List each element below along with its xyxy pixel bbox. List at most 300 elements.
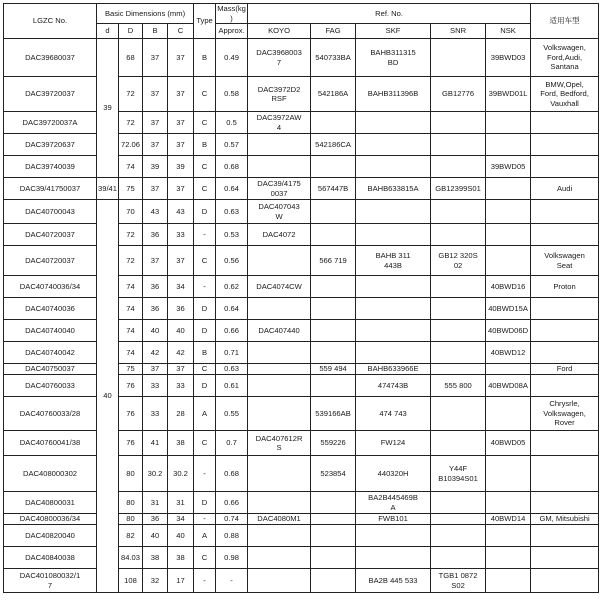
model-cell: DAC40740040 [4,320,97,342]
nsk-cell: 40BWD08A [486,375,531,397]
table-row [4,112,599,134]
nsk-cell [486,569,531,593]
fag-cell [311,200,356,224]
model-cell: DAC40720037 [4,246,97,276]
header-snr: SNR [431,24,486,39]
skf-cell [356,156,431,178]
table-row [4,375,599,397]
type-cell: D [194,320,216,342]
fag-cell: 523854 [311,456,356,492]
fag-cell: 540733BA [311,39,356,77]
d-cell: 108 [119,569,143,593]
nsk-cell [486,246,531,276]
model-cell: DAC40760033/28 [4,397,97,431]
fag-cell [311,492,356,514]
table-row [4,342,599,364]
mass-cell: 0.64 [216,178,248,200]
table-row [4,178,599,200]
koyo-cell [248,156,311,178]
c-cell: 37 [168,364,194,375]
koyo-cell [248,456,311,492]
nsk-cell [486,456,531,492]
app-cell [531,298,599,320]
koyo-cell [248,134,311,156]
mass-cell: 0.68 [216,156,248,178]
model-cell: DAC40700043 [4,200,97,224]
b-cell: 37 [143,112,168,134]
fag-cell: 566 719 [311,246,356,276]
d-cell: 84.03 [119,547,143,569]
c-cell: 33 [168,224,194,246]
skf-cell [356,298,431,320]
mass-cell: 0.63 [216,364,248,375]
fag-cell [311,342,356,364]
b-cell: 36 [143,224,168,246]
skf-cell [356,547,431,569]
mass-cell: 0.55 [216,397,248,431]
model-cell: DAC39720037 [4,77,97,112]
koyo-cell [248,364,311,375]
type-cell: D [194,298,216,320]
b-cell: 40 [143,525,168,547]
d-cell: 72 [119,77,143,112]
skf-cell [356,342,431,364]
c-cell: 30.2 [168,456,194,492]
table-row [4,456,599,492]
mass-cell: 0.57 [216,134,248,156]
fag-cell [311,320,356,342]
snr-cell [431,276,486,298]
model-cell: DAC39720037A [4,112,97,134]
nsk-cell: 39BWD01L [486,77,531,112]
table-row [4,525,599,547]
mass-cell: 0.68 [216,456,248,492]
type-cell: - [194,224,216,246]
table-row [4,298,599,320]
b-cell: 36 [143,298,168,320]
skf-cell: FWB101 [356,514,431,525]
b-cell: 42 [143,342,168,364]
mass-cell: 0.56 [216,246,248,276]
nsk-cell [486,397,531,431]
type-cell: C [194,156,216,178]
app-cell [531,134,599,156]
c-cell: 17 [168,569,194,593]
app-cell [531,320,599,342]
model-cell: DAC40740036/34 [4,276,97,298]
b-cell: 39 [143,156,168,178]
header-skf: SKF [356,24,431,39]
fag-cell [311,156,356,178]
header-d: d [97,24,119,39]
nsk-cell: 40BWD05 [486,431,531,456]
type-cell: - [194,276,216,298]
c-cell: 39 [168,156,194,178]
nsk-cell [486,525,531,547]
koyo-cell: DAC407612R S [248,431,311,456]
app-cell [531,342,599,364]
skf-cell: BA2B445469B A [356,492,431,514]
nsk-cell [486,492,531,514]
c-cell: 37 [168,178,194,200]
mass-cell: 0.88 [216,525,248,547]
type-cell: C [194,178,216,200]
mass-cell: 0.71 [216,342,248,364]
d-cell: 74 [119,156,143,178]
table-row [4,200,599,224]
bearing-spec-table [3,3,599,593]
skf-cell [356,320,431,342]
mass-cell: 0.64 [216,298,248,320]
mass-cell: 0.62 [216,276,248,298]
koyo-cell [248,375,311,397]
nsk-cell: 40BWD14 [486,514,531,525]
nsk-cell: 40BWD16 [486,276,531,298]
koyo-cell: DAC3972AW 4 [248,112,311,134]
header-application: 适用车型 [531,4,599,39]
mass-cell: 0.98 [216,547,248,569]
model-cell: DAC40760033 [4,375,97,397]
nsk-cell: 40BWD12 [486,342,531,364]
c-cell: 28 [168,397,194,431]
app-cell: Volkswagen, Ford,Audi, Santana [531,39,599,77]
fag-cell [311,298,356,320]
fag-cell: 559226 [311,431,356,456]
mass-cell: 0.63 [216,200,248,224]
app-cell [531,112,599,134]
type-cell: C [194,246,216,276]
fag-cell [311,525,356,547]
skf-cell: BAHB 311 443B [356,246,431,276]
type-cell: - [194,456,216,492]
model-cell: DAC39720637 [4,134,97,156]
snr-cell: TGB1 0872 S02 [431,569,486,593]
d-cell: 80 [119,492,143,514]
c-cell: 37 [168,77,194,112]
koyo-cell [248,569,311,593]
app-cell [531,525,599,547]
nsk-cell: 39BWD03 [486,39,531,77]
skf-cell [356,134,431,156]
table-row [4,364,599,375]
koyo-cell [248,298,311,320]
model-cell: DAC40740042 [4,342,97,364]
header-fag: FAG [311,24,356,39]
table-row [4,77,599,112]
model-cell: DAC40840038 [4,547,97,569]
b-cell: 37 [143,134,168,156]
nsk-cell [486,547,531,569]
app-cell [531,569,599,593]
nsk-cell [486,224,531,246]
d-cell: 74 [119,276,143,298]
skf-cell: FW124 [356,431,431,456]
mass-cell: 0.66 [216,320,248,342]
table-row [4,276,599,298]
b-cell: 36 [143,514,168,525]
d-cell: 74 [119,320,143,342]
b-cell: 40 [143,320,168,342]
snr-cell [431,431,486,456]
type-cell: - [194,514,216,525]
skf-cell [356,224,431,246]
mass-cell: - [216,569,248,593]
nsk-cell [486,364,531,375]
table-row [4,156,599,178]
d-cell: 72 [119,112,143,134]
app-cell [531,456,599,492]
skf-cell [356,112,431,134]
type-cell: C [194,112,216,134]
b-cell: 37 [143,364,168,375]
koyo-cell [248,525,311,547]
bore-d-cell: 40 [97,200,119,593]
model-cell: DAC39/41750037 [4,178,97,200]
fag-cell: 559 494 [311,364,356,375]
c-cell: 37 [168,246,194,276]
type-cell: B [194,342,216,364]
b-cell: 37 [143,39,168,77]
b-cell: 32 [143,569,168,593]
app-cell [531,200,599,224]
c-cell: 40 [168,525,194,547]
table-row [4,569,599,593]
nsk-cell: 40BWD06D [486,320,531,342]
header-mass: Mass(kg) [217,4,246,23]
type-cell: D [194,375,216,397]
b-cell: 37 [143,77,168,112]
bore-d-cell: 39 [97,39,119,178]
koyo-cell [248,492,311,514]
table-row [4,39,599,77]
d-cell: 72 [119,246,143,276]
fag-cell: 567447B [311,178,356,200]
model-cell: DAC40820040 [4,525,97,547]
snr-cell [431,525,486,547]
c-cell: 34 [168,514,194,525]
app-cell: Volkswagen Seat [531,246,599,276]
koyo-cell [248,246,311,276]
koyo-cell: DAC407043 W [248,200,311,224]
nsk-cell: 39BWD05 [486,156,531,178]
model-cell: DAC40720037 [4,224,97,246]
skf-cell [356,276,431,298]
nsk-cell: 40BWD15A [486,298,531,320]
c-cell: 38 [168,431,194,456]
mass-cell: 0.5 [216,112,248,134]
fag-cell [311,224,356,246]
header-nsk: NSK [486,24,531,39]
app-cell: BMW,Opel, Ford, Bedford, Vauxhall [531,77,599,112]
table-row [4,547,599,569]
snr-cell: 555 800 [431,375,486,397]
model-cell: DAC40800031 [4,492,97,514]
model-cell: DAC408000302 [4,456,97,492]
header-ref-no: Ref. No. [248,4,531,24]
type-cell: C [194,77,216,112]
fag-cell [311,375,356,397]
table-row [4,246,599,276]
b-cell: 33 [143,397,168,431]
d-cell: 76 [119,431,143,456]
d-cell: 75 [119,364,143,375]
d-cell: 75 [119,178,143,200]
c-cell: 34 [168,276,194,298]
skf-cell [356,200,431,224]
koyo-cell: DAC4080M1 [248,514,311,525]
snr-cell [431,547,486,569]
type-cell: D [194,492,216,514]
table-row [4,224,599,246]
snr-cell [431,224,486,246]
d-cell: 74 [119,342,143,364]
snr-cell [431,39,486,77]
d-cell: 68 [119,39,143,77]
snr-cell: GB12 320S 02 [431,246,486,276]
header-koyo: KOYO [248,24,311,39]
c-cell: 36 [168,298,194,320]
mass-cell: 0.49 [216,39,248,77]
fag-cell [311,112,356,134]
table-row [4,397,599,431]
skf-cell: 474 743 [356,397,431,431]
c-cell: 40 [168,320,194,342]
snr-cell: GB12399S01 [431,178,486,200]
c-cell: 43 [168,200,194,224]
c-cell: 42 [168,342,194,364]
type-cell: A [194,397,216,431]
b-cell: 43 [143,200,168,224]
d-cell: 70 [119,200,143,224]
type-cell: D [194,200,216,224]
fag-cell: 542186CA [311,134,356,156]
skf-cell: 474743B [356,375,431,397]
snr-cell [431,200,486,224]
b-cell: 37 [143,178,168,200]
b-cell: 33 [143,375,168,397]
snr-cell [431,492,486,514]
header-type: Type [194,4,216,39]
fag-cell [311,276,356,298]
koyo-cell [248,397,311,431]
d-cell: 72.06 [119,134,143,156]
app-cell: Chrysrle, Volkswagen, Rover [531,397,599,431]
b-cell: 36 [143,276,168,298]
app-cell: Proton [531,276,599,298]
b-cell: 31 [143,492,168,514]
koyo-cell: DAC3968003 7 [248,39,311,77]
fag-cell [311,569,356,593]
app-cell [531,375,599,397]
snr-cell [431,156,486,178]
type-cell: A [194,525,216,547]
table-row [4,134,599,156]
koyo-cell [248,547,311,569]
app-cell: GM, Mitsubishi [531,514,599,525]
snr-cell [431,514,486,525]
c-cell: 38 [168,547,194,569]
d-cell: 72 [119,224,143,246]
model-cell: DAC40740036 [4,298,97,320]
b-cell: 38 [143,547,168,569]
nsk-cell [486,200,531,224]
koyo-cell [248,342,311,364]
snr-cell [431,320,486,342]
skf-cell: BAHB311315 BD [356,39,431,77]
b-cell: 41 [143,431,168,456]
fag-cell [311,514,356,525]
b-cell: 30.2 [143,456,168,492]
app-cell: Audi [531,178,599,200]
mass-cell: 0.61 [216,375,248,397]
mass-cell: 0.7 [216,431,248,456]
type-cell: B [194,134,216,156]
type-cell: - [194,569,216,593]
snr-cell [431,342,486,364]
d-cell: 76 [119,375,143,397]
skf-cell [356,525,431,547]
model-cell: DAC401080032/1 7 [4,569,97,593]
d-cell: 80 [119,514,143,525]
nsk-cell [486,112,531,134]
app-cell [531,224,599,246]
model-cell: DAC39740039 [4,156,97,178]
snr-cell [431,364,486,375]
koyo-cell: DAC39/4175 0037 [248,178,311,200]
type-cell: B [194,39,216,77]
header-approx: Approx. [216,24,248,39]
snr-cell [431,397,486,431]
mass-cell: 0.58 [216,77,248,112]
c-cell: 37 [168,39,194,77]
model-cell: DAC39680037 [4,39,97,77]
snr-cell: Y44F B10394S01 [431,456,486,492]
d-cell: 80 [119,456,143,492]
header-B: B [143,24,168,39]
header-model: LGZC No. [4,4,97,39]
header-outer-D: D [119,24,143,39]
model-cell: DAC40760041/38 [4,431,97,456]
koyo-cell: DAC407440 [248,320,311,342]
model-cell: DAC40750037 [4,364,97,375]
c-cell: 37 [168,134,194,156]
table-row [4,492,599,514]
b-cell: 37 [143,246,168,276]
skf-cell: BA2B 445 533 [356,569,431,593]
app-cell [531,431,599,456]
c-cell: 31 [168,492,194,514]
snr-cell [431,134,486,156]
nsk-cell [486,134,531,156]
c-cell: 37 [168,112,194,134]
table-row [4,320,599,342]
table-row [4,514,599,525]
snr-cell [431,298,486,320]
fag-cell [311,547,356,569]
model-cell: DAC40800036/34 [4,514,97,525]
type-cell: C [194,364,216,375]
snr-cell: GB12776 [431,77,486,112]
bore-d-cell: 39/41 [97,178,119,200]
snr-cell [431,112,486,134]
mass-cell: 0.53 [216,224,248,246]
skf-cell: BAHB633966E [356,364,431,375]
d-cell: 82 [119,525,143,547]
app-cell [531,492,599,514]
koyo-cell: DAC4074CW [248,276,311,298]
skf-cell: BAHB633815A [356,178,431,200]
header-basic-dimensions: Basic Dimensions (mm) [97,4,194,24]
